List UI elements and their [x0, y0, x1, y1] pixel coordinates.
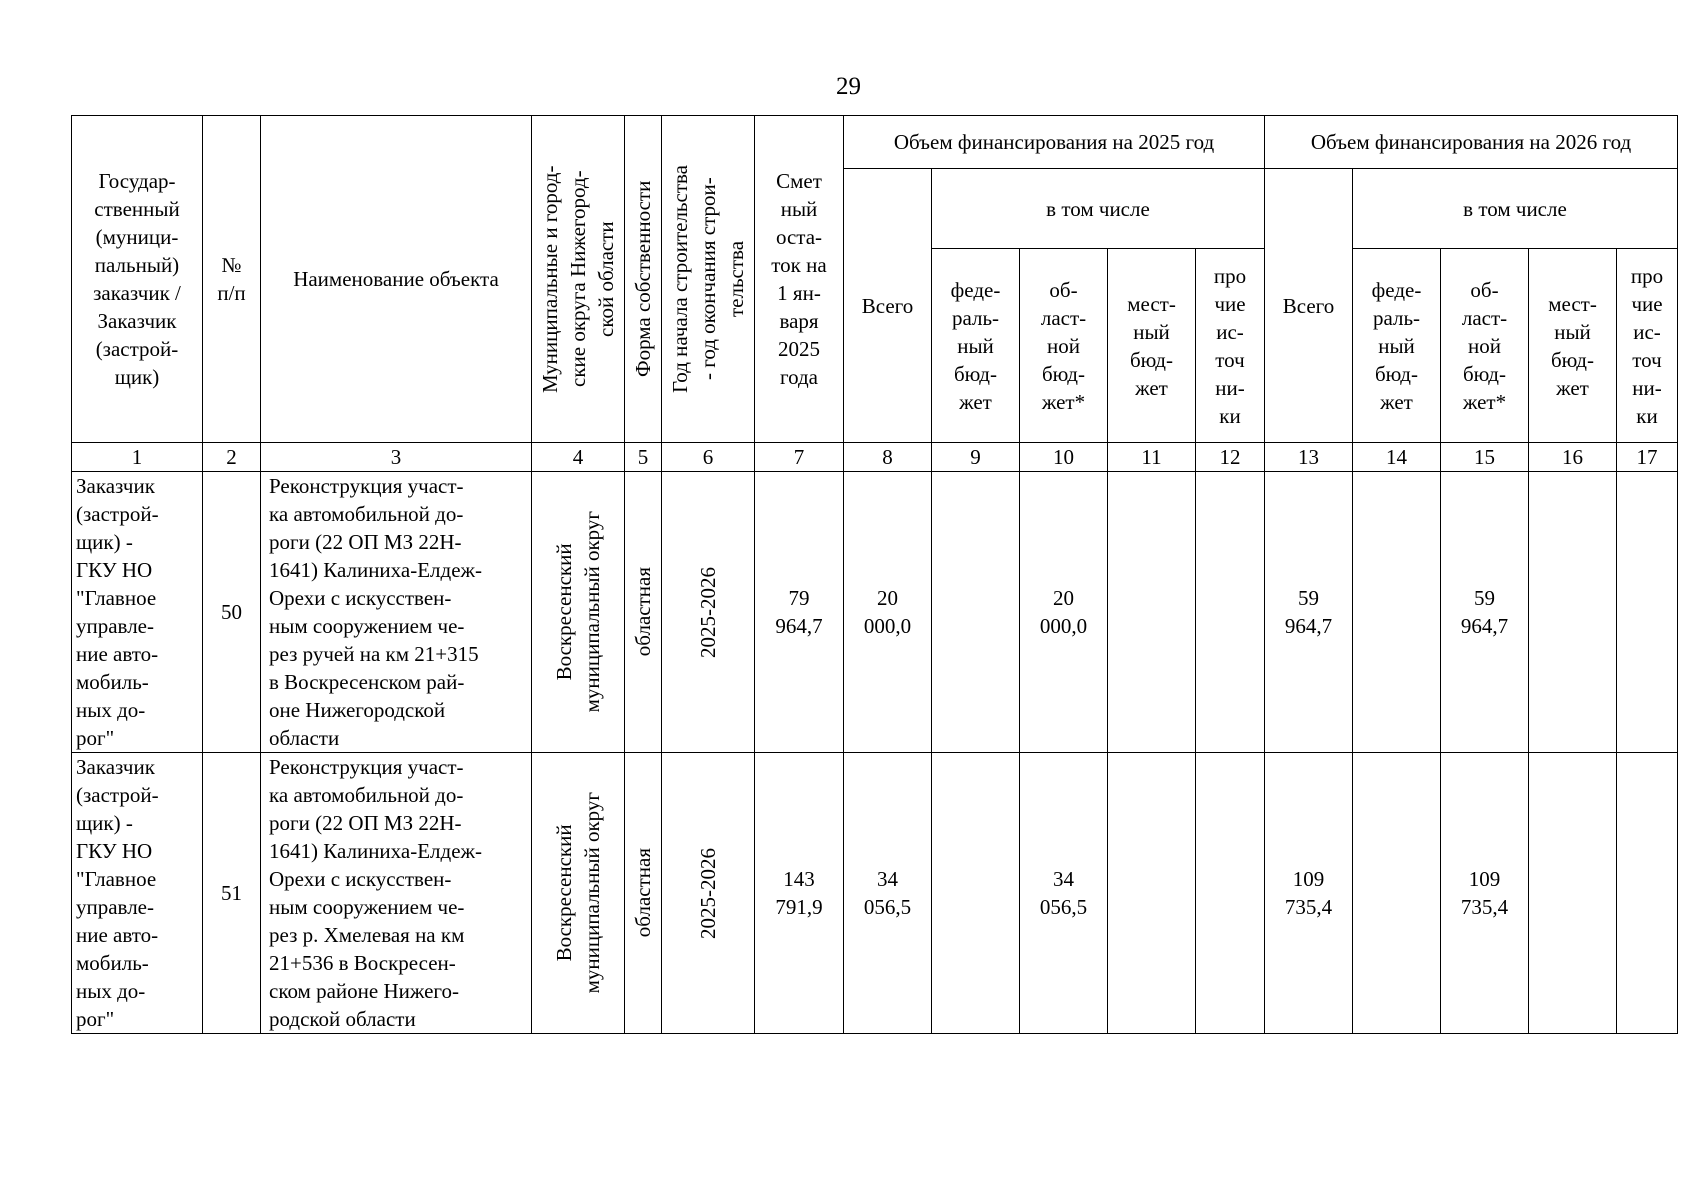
header-regional-2025: об- ласт- ной бюд- жет* [1020, 249, 1108, 443]
row-customer: Заказчик (застрой- щик) - ГКУ НО "Главное управле- ние авто- мобиль- ных до- рог" [72, 472, 203, 753]
row-total-2026: 59 964,7 [1265, 472, 1353, 753]
header-local-2025: мест- ный бюд- жет [1108, 249, 1196, 443]
column-number: 7 [755, 443, 844, 472]
row-local-2026 [1529, 472, 1617, 753]
row-ownership: областная [631, 848, 655, 938]
column-number: 3 [261, 443, 532, 472]
row-municipality-cell [532, 472, 625, 753]
row-regional-2026: 109 735,4 [1441, 753, 1529, 1034]
row-ownership-cell [625, 753, 662, 1034]
column-number: 14 [1353, 443, 1441, 472]
header-customer: Государ- ственный (муници- пальный) заказчик / Заказчик (застрой- щик) [72, 116, 203, 443]
header-municipality-cell [532, 116, 625, 443]
column-number: 11 [1108, 443, 1196, 472]
header-including-2025: в том числе [932, 169, 1265, 249]
header-regional-2026: об- ласт- ной бюд- жет* [1441, 249, 1529, 443]
column-number: 4 [532, 443, 625, 472]
header-local-2026: мест- ный бюд- жет [1529, 249, 1617, 443]
row-regional-2025: 34 056,5 [1020, 753, 1108, 1034]
row-local-2026 [1529, 753, 1617, 1034]
column-number: 1 [72, 443, 203, 472]
row-other-2025 [1196, 753, 1265, 1034]
column-number: 8 [844, 443, 932, 472]
row-other-2026 [1617, 472, 1678, 753]
column-number: 13 [1265, 443, 1353, 472]
row-regional-2025: 20 000,0 [1020, 472, 1108, 753]
row-years: 2025-2026 [696, 847, 720, 939]
row-years-cell [662, 753, 755, 1034]
header-funding-2025: Объем финансирования на 2025 год [844, 116, 1265, 169]
row-federal-2026 [1353, 753, 1441, 1034]
row-ownership: областная [631, 567, 655, 657]
header-municipality: Муниципальные и город- ские округа Нижегород- ской области [538, 165, 618, 393]
row-other-2025 [1196, 472, 1265, 753]
table-row [72, 753, 1678, 1034]
column-number: 2 [203, 443, 261, 472]
column-number: 15 [1441, 443, 1529, 472]
header-funding-2026: Объем финансирования на 2026 год [1265, 116, 1678, 169]
column-number: 5 [625, 443, 662, 472]
financing-table [71, 115, 1678, 1034]
row-federal-2026 [1353, 472, 1441, 753]
row-remaining: 79 964,7 [755, 472, 844, 753]
row-total-2026: 109 735,4 [1265, 753, 1353, 1034]
header-row-1 [72, 116, 1678, 169]
column-number: 6 [662, 443, 755, 472]
column-number: 16 [1529, 443, 1617, 472]
header-remaining: Смет ный оста- ток на 1 ян- варя 2025 года [755, 116, 844, 443]
column-number-row [72, 443, 1678, 472]
header-ownership: Форма собственности [631, 180, 655, 378]
row-federal-2025 [932, 753, 1020, 1034]
row-local-2025 [1108, 472, 1196, 753]
table-row [72, 472, 1678, 753]
header-total-2025: Всего [844, 169, 932, 443]
row-municipality: Воскресенский муниципальный округ [552, 511, 604, 713]
header-years: Год начала строительства - год окончания строи- тельства [668, 165, 748, 393]
row-other-2026 [1617, 753, 1678, 1034]
row-federal-2025 [932, 472, 1020, 753]
header-years-cell [662, 116, 755, 443]
column-number: 17 [1617, 443, 1678, 472]
header-other-2026: про чие ис- точ ни- ки [1617, 249, 1678, 443]
header-other-2025: про чие ис- точ ни- ки [1196, 249, 1265, 443]
column-number: 12 [1196, 443, 1265, 472]
row-municipality: Воскресенский муниципальный округ [552, 792, 604, 994]
row-object-name: Реконструкция участ- ка автомобильной до- роги (22 ОП МЗ 22Н- 1641) Калиниха-Елдеж- Орехи с искусствен- ным сооружением че- рез р. Хмелевая на км 21+536 в Воскресен- ском районе Нижего- родской области [261, 753, 532, 1034]
row-customer: Заказчик (застрой- щик) - ГКУ НО "Главное управле- ние авто- мобиль- ных до- рог" [72, 753, 203, 1034]
header-object-name: Наименование объекта [261, 116, 532, 443]
header-total-2026: Всего [1265, 169, 1353, 443]
row-number: 50 [203, 472, 261, 753]
header-including-2026: в том числе [1353, 169, 1678, 249]
row-regional-2026: 59 964,7 [1441, 472, 1529, 753]
row-years: 2025-2026 [696, 566, 720, 658]
row-ownership-cell [625, 472, 662, 753]
row-number: 51 [203, 753, 261, 1034]
row-remaining: 143 791,9 [755, 753, 844, 1034]
row-years-cell [662, 472, 755, 753]
row-local-2025 [1108, 753, 1196, 1034]
header-federal-2026: феде- раль- ный бюд- жет [1353, 249, 1441, 443]
header-ownership-cell [625, 116, 662, 443]
row-object-name: Реконструкция участ- ка автомобильной до- роги (22 ОП МЗ 22Н- 1641) Калиниха-Елдеж- Орехи с искусствен- ным сооружением че- рез ручей на км 21+315 в Воскресенском рай- оне Нижегородской области [261, 472, 532, 753]
header-federal-2025: феде- раль- ный бюд- жет [932, 249, 1020, 443]
column-number: 10 [1020, 443, 1108, 472]
header-number: № п/п [203, 116, 261, 443]
row-municipality-cell [532, 753, 625, 1034]
row-total-2025: 20 000,0 [844, 472, 932, 753]
page-number: 29 [836, 73, 861, 100]
column-number: 9 [932, 443, 1020, 472]
row-total-2025: 34 056,5 [844, 753, 932, 1034]
